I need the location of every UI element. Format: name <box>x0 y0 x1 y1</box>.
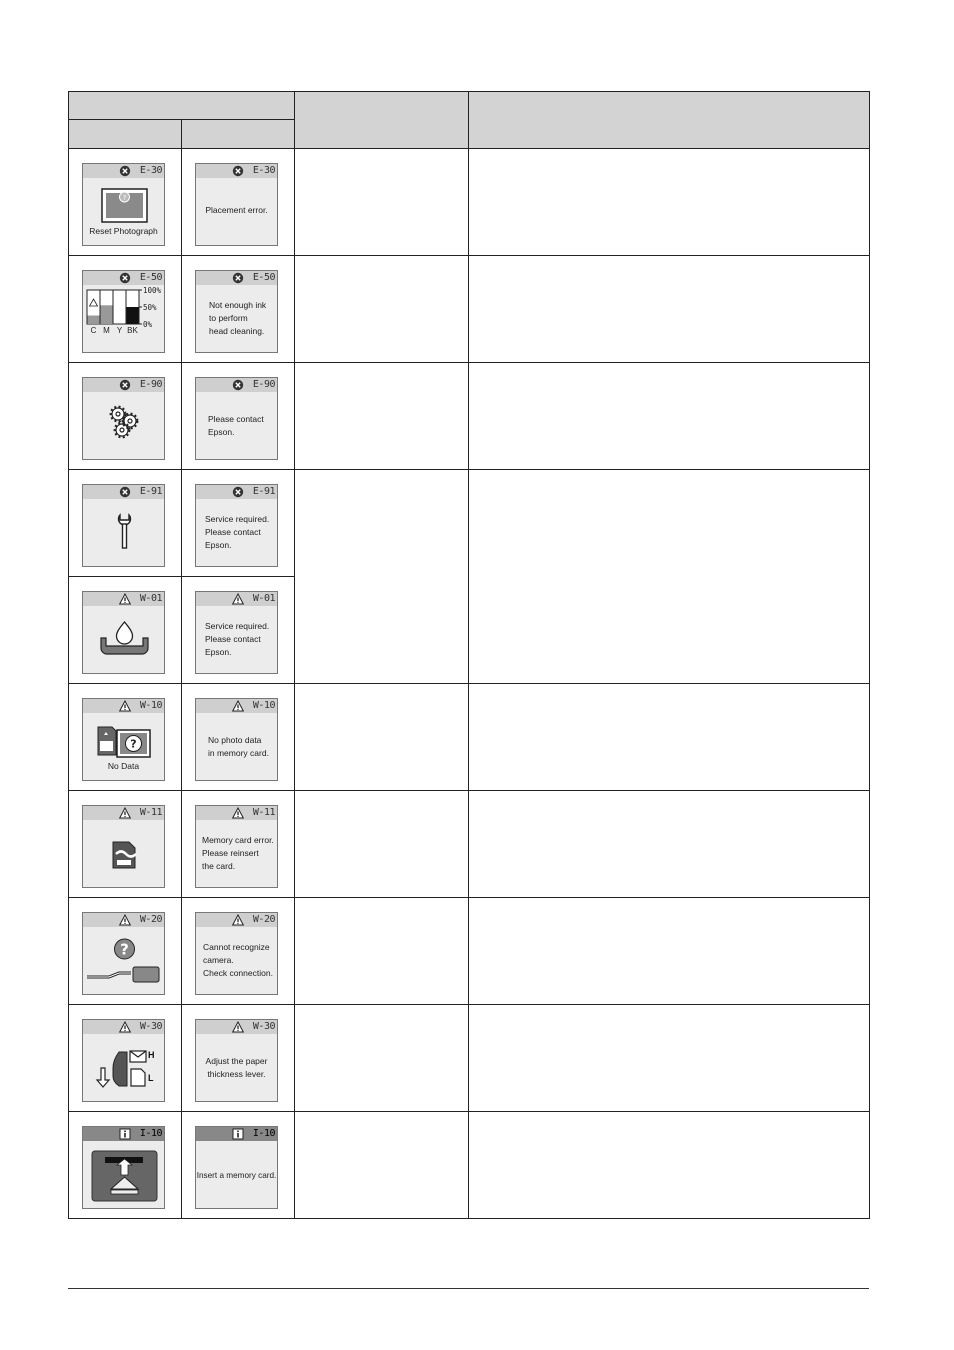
info-icon <box>232 1128 244 1140</box>
header-problem <box>295 92 469 149</box>
table-row <box>69 470 870 577</box>
solution-cell <box>469 149 870 256</box>
table-row <box>69 898 870 1005</box>
ink-label-y: Y <box>116 326 123 335</box>
footer-rule <box>68 1288 869 1289</box>
photo-placement-icon <box>83 178 165 233</box>
info-icon <box>119 1128 131 1140</box>
error-code: W-10 <box>252 700 275 711</box>
problem-cell <box>295 1005 469 1112</box>
error-icon <box>119 272 131 284</box>
error-code: E-90 <box>252 379 275 390</box>
lcd-message: No photo data in memory card. <box>208 735 269 758</box>
error-icon <box>119 486 131 498</box>
solution-cell <box>469 363 870 470</box>
lcd-icon-view <box>82 698 165 781</box>
warning-icon <box>119 1021 131 1033</box>
error-icon <box>232 486 244 498</box>
error-code: E-50 <box>252 272 275 283</box>
lcd-message: Service required. Please contact Epson. <box>205 514 270 550</box>
lcd-icon-view <box>82 270 165 353</box>
warning-icon <box>232 593 244 605</box>
error-icon <box>119 165 131 177</box>
table-row <box>69 1005 870 1112</box>
lcd-message: Placement error. <box>205 205 268 215</box>
warning-icon <box>232 1021 244 1033</box>
header-solution <box>469 92 870 149</box>
error-code: I-10 <box>139 1128 162 1139</box>
table-row <box>69 363 870 470</box>
svg-text:?: ? <box>130 737 137 751</box>
error-code: E-91 <box>139 486 162 497</box>
lever-high-label: H <box>148 1050 155 1060</box>
lcd-message: Not enough ink to perform head cleaning. <box>209 300 267 336</box>
ink-scale-label: 50% <box>143 303 157 312</box>
table-row <box>69 791 870 898</box>
memory-card-error-icon <box>83 820 165 888</box>
lcd-text-view <box>195 912 278 995</box>
camera-cable-icon <box>83 927 165 995</box>
lcd-message: Please contact Epson. <box>208 414 264 437</box>
lcd-message: Memory card error. Please reinsert the card. <box>202 835 274 871</box>
svg-text:?: ? <box>120 940 129 959</box>
no-data-icon <box>83 713 165 768</box>
problem-cell <box>295 684 469 791</box>
ink-level-c <box>88 316 100 325</box>
solution-cell <box>469 256 870 363</box>
error-code: E-30 <box>139 165 162 176</box>
header-display <box>69 92 295 120</box>
table-row <box>69 256 870 363</box>
error-code: E-50 <box>139 272 162 283</box>
solution-cell <box>469 1005 870 1112</box>
solution-cell <box>469 684 870 791</box>
warning-icon <box>119 914 131 926</box>
problem-cell <box>295 149 469 256</box>
ink-level-chart <box>83 285 165 353</box>
ink-pad-icon <box>83 606 165 674</box>
lever-low-label: L <box>148 1073 154 1083</box>
error-icon <box>232 272 244 284</box>
problem-cell <box>295 898 469 1005</box>
solution-cell <box>469 898 870 1005</box>
solution-cell <box>469 791 870 898</box>
lcd-text-view <box>195 377 278 460</box>
warning-icon <box>119 593 131 605</box>
wrench-icon <box>83 499 165 567</box>
header-text-view <box>182 120 295 149</box>
lcd-message: Service required. Please contact Epson. <box>205 621 270 657</box>
lcd-icon-view <box>82 163 165 246</box>
problem-cell <box>295 791 469 898</box>
ink-label-c: C <box>90 326 97 335</box>
lcd-text-view <box>195 805 278 888</box>
header-icon-view <box>69 120 182 149</box>
error-code: W-30 <box>139 1021 162 1032</box>
ink-tank-y <box>113 290 126 324</box>
insert-memory-card-icon <box>83 1141 165 1209</box>
lcd-message: Cannot recognize camera. Check connection. <box>203 942 273 978</box>
warning-icon <box>232 700 244 712</box>
lcd-icon-view <box>82 377 165 460</box>
icon-caption: No Data <box>107 761 140 771</box>
svg-text:?: ? <box>122 194 127 202</box>
warning-icon <box>232 914 244 926</box>
problem-cell <box>295 470 469 684</box>
lcd-icon-view <box>82 912 165 995</box>
error-code: W-11 <box>252 807 275 818</box>
error-code: W-01 <box>252 593 275 604</box>
error-icon <box>232 379 244 391</box>
ink-scale-label: 100% <box>143 286 162 295</box>
error-code: E-90 <box>139 379 162 390</box>
lcd-icon-view <box>82 1126 165 1209</box>
error-code: E-91 <box>252 486 275 497</box>
ink-label-bk: BK <box>127 326 138 335</box>
ink-level-bk <box>127 307 139 324</box>
error-code: W-20 <box>252 914 275 925</box>
lcd-icon-view <box>82 484 165 567</box>
problem-cell <box>295 1112 469 1219</box>
lcd-text-view <box>195 163 278 246</box>
icon-caption: Reset Photograph <box>89 226 158 236</box>
lcd-message: Adjust the paper thickness lever. <box>205 1056 268 1079</box>
ink-scale-label: 0% <box>143 320 153 329</box>
table-row <box>69 1112 870 1219</box>
error-code: W-30 <box>252 1021 275 1032</box>
ink-label-m: M <box>103 326 110 335</box>
error-icon <box>232 165 244 177</box>
lcd-message: Insert a memory card. <box>196 1171 277 1180</box>
lcd-text-view <box>195 484 278 567</box>
lcd-text-view <box>195 270 278 353</box>
solution-cell <box>469 1112 870 1219</box>
error-icon <box>119 379 131 391</box>
lcd-text-view <box>195 1126 278 1209</box>
error-code: W-10 <box>139 700 162 711</box>
problem-cell <box>295 256 469 363</box>
problem-cell <box>295 363 469 470</box>
paper-thickness-lever-icon <box>83 1034 165 1102</box>
table-row <box>69 684 870 791</box>
lcd-icon-view <box>82 1019 165 1102</box>
error-code: E-30 <box>252 165 275 176</box>
error-code: W-20 <box>139 914 162 925</box>
lcd-icon-view <box>82 591 165 674</box>
lcd-icon-view <box>82 805 165 888</box>
lcd-text-view <box>195 698 278 781</box>
solution-cell <box>469 470 870 684</box>
error-message-table <box>68 91 870 1219</box>
warning-icon <box>119 807 131 819</box>
lcd-text-view <box>195 1019 278 1102</box>
warning-icon <box>232 807 244 819</box>
warning-icon <box>119 700 131 712</box>
table-row <box>69 149 870 256</box>
error-code: I-10 <box>252 1128 275 1139</box>
ink-level-m <box>101 305 113 324</box>
lcd-text-view <box>195 591 278 674</box>
header-row-1 <box>69 92 870 120</box>
gears-icon <box>83 392 165 460</box>
error-code: W-01 <box>139 593 162 604</box>
error-code: W-11 <box>139 807 162 818</box>
